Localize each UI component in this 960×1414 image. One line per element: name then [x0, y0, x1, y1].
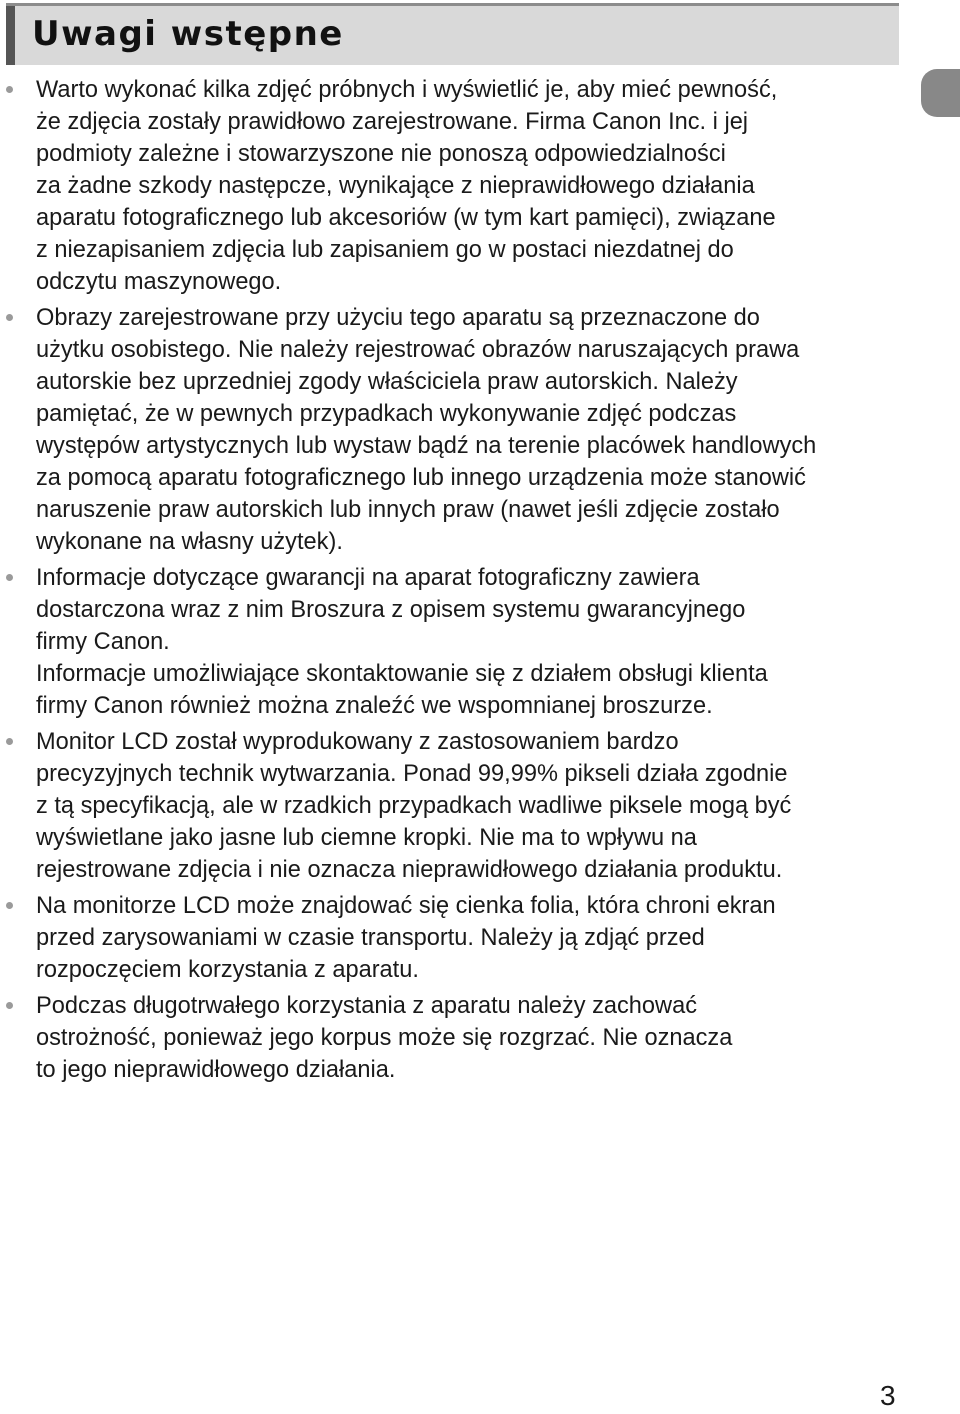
item-line: odczytu maszynowego. — [36, 269, 282, 295]
item-line: wykonane na własny użytek). — [36, 529, 343, 555]
item-line: przed zarysowaniami w czasie transportu. Należy ją zdjąć przed — [36, 925, 705, 951]
notes-list — [6, 74, 896, 1090]
item-line: Na monitorze LCD może znajdować się cienka folia, która chroni ekran — [36, 893, 776, 919]
item-line: Warto wykonać kilka zdjęć próbnych i wyświetlić je, aby mieć pewność, — [36, 77, 778, 103]
list-item — [6, 726, 896, 886]
section-tab — [921, 69, 960, 117]
item-line: autorskie bez uprzedniej zgody właściciela praw autorskich. Należy — [36, 369, 738, 395]
bullet-icon — [6, 86, 13, 93]
item-line: za pomocą aparatu fotograficznego lub innego urządzenia może stanowić — [36, 465, 806, 491]
item-line: podmioty zależne i stowarzyszone nie ponoszą odpowiedzialności — [36, 141, 726, 167]
list-item — [6, 990, 896, 1086]
item-line: za żadne szkody następcze, wynikające z nieprawidłowego działania — [36, 173, 755, 199]
item-line: Podczas długotrwałego korzystania z aparatu należy zachować — [36, 993, 697, 1019]
item-line: rejestrowane zdjęcia i nie oznacza nieprawidłowego działania produktu. — [36, 857, 783, 883]
item-line: z tą specyfikacją, ale w rzadkich przypadkach wadliwe piksele mogą być — [36, 793, 792, 819]
bullet-icon — [6, 738, 13, 745]
item-line: naruszenie praw autorskich lub innych praw (nawet jeśli zdjęcie zostało — [36, 497, 780, 523]
bullet-icon — [6, 902, 13, 909]
header-accent — [6, 6, 15, 65]
list-item — [6, 562, 896, 722]
bullet-icon — [6, 314, 13, 321]
bullet-icon — [6, 574, 13, 581]
item-line: firmy Canon. — [36, 629, 170, 655]
item-line: użytku osobistego. Nie należy rejestrować obrazów naruszających prawa — [36, 337, 800, 363]
page-title: Uwagi wstępne — [32, 14, 344, 54]
item-line: Monitor LCD został wyprodukowany z zastosowaniem bardzo — [36, 729, 679, 755]
item-line: to jego nieprawidłowego działania. — [36, 1057, 396, 1083]
item-line: dostarczona wraz z nim Broszura z opisem systemu gwarancyjnego — [36, 597, 746, 623]
item-line: ostrożność, ponieważ jego korpus może się rozgrzać. Nie oznacza — [36, 1025, 733, 1051]
item-line: Obrazy zarejestrowane przy użyciu tego aparatu są przeznaczone do — [36, 305, 760, 331]
item-line: firmy Canon również można znaleźć we wspomnianej broszurze. — [36, 693, 713, 719]
item-line: że zdjęcia zostały prawidłowo zarejestrowane. Firma Canon Inc. i jej — [36, 109, 749, 135]
item-line: aparatu fotograficznego lub akcesoriów (w tym kart pamięci), związane — [36, 205, 776, 231]
list-item — [6, 74, 896, 298]
item-line: Informacje dotyczące gwarancji na aparat fotograficzny zawiera — [36, 565, 700, 591]
list-item — [6, 302, 896, 558]
item-line: rozpoczęciem korzystania z aparatu. — [36, 957, 419, 983]
item-line: pamiętać, że w pewnych przypadkach wykonywanie zdjęć podczas — [36, 401, 737, 427]
page-number: 3 — [880, 1380, 896, 1411]
item-line: wyświetlane jako jasne lub ciemne kropki. Nie ma to wpływu na — [36, 825, 697, 851]
item-line: Informacje umożliwiające skontaktowanie się z działem obsługi klienta — [36, 661, 768, 687]
bullet-icon — [6, 1002, 13, 1009]
item-line: występów artystycznych lub wystaw bądź na terenie placówek handlowych — [36, 433, 817, 459]
item-line: z niezapisaniem zdjęcia lub zapisaniem go w postaci niezdatnej do — [36, 237, 734, 263]
item-line: precyzyjnych technik wytwarzania. Ponad 99,99% pikseli działa zgodnie — [36, 761, 788, 787]
list-item — [6, 890, 896, 986]
header-bar — [6, 3, 899, 65]
